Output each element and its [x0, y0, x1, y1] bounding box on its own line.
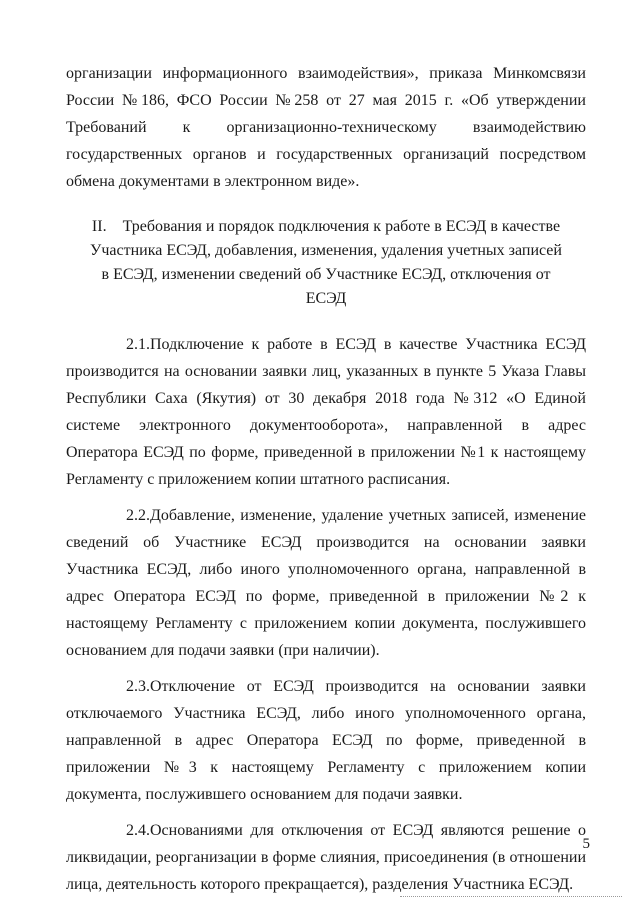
clause-2-2 — [66, 502, 586, 664]
page-number: 5 — [582, 836, 590, 852]
clause-2-4 — [66, 817, 586, 898]
clause-number: 2.1. — [126, 336, 150, 353]
clause-number: 2.3. — [126, 678, 150, 695]
clause-text: Отключение от ЕСЭД производится на основании заявки отключаемого Участника ЕСЭД, либо иного уполномоченного органа, направленной в адрес Оператора ЕСЭД по форме, приведенной в приложении №3 к настоящему Регламенту с приложением копии документа, послужившего основанием для подачи заявки. — [66, 678, 586, 803]
clause-number: 2.2. — [126, 507, 150, 524]
clause-text: Подключение к работе в ЕСЭД в качестве Участника ЕСЭД производится на основании заявки лиц, указанных в пункте 5 Указа Главы Республики Саха (Якутия) от 30 декабря 2018 года №312 «О Единой системе электронного документооборота», направленной в адрес Оператора ЕСЭД по форме, приведенной в приложении №1 к настоящему Регламенту с приложением копии штатного расписания. — [66, 336, 586, 488]
clause-2-1 — [66, 331, 586, 493]
intro-paragraph: организации информационного взаимодействия», приказа Минкомсвязи России №186, ФСО России №258 от 27 мая 2015 г. «Об утверждении Требований к организационно-техническому взаимодействию государственных органов и государственных организаций посредством обмена документами в электронном виде». — [66, 65, 586, 190]
clause-number: 2.4. — [126, 822, 150, 839]
section-heading — [66, 215, 586, 311]
clause-text: Основаниями для отключения от ЕСЭД являются решение о ликвидации, реорганизации в форме слияния, присоединения (в отношении лица, деятельность которого прекращается), разделения Участника ЕСЭД. — [66, 822, 586, 893]
document-body — [66, 60, 586, 898]
clause-text: Добавление, изменение, удаление учетных записей, изменение сведений об Участнике ЕСЭД производится на основании заявки Участника ЕСЭД, либо иного уполномоченного органа, направленной в адрес Оператора ЕСЭД по форме, приведенной в приложении №2 к настоящему Регламенту с приложением копии документа, послужившего основанием для подачи заявки (при наличии). — [66, 507, 586, 659]
section-title: Требования и порядок подключения к работе в ЕСЭД в качестве Участника ЕСЭД, добавления, изменения, удаления учетных записей в ЕСЭД, изменении сведений об Участнике ЕСЭД, отключения от ЕСЭД — [90, 218, 562, 307]
footer-dotted-rule — [400, 896, 622, 897]
clause-2-3 — [66, 673, 586, 808]
section-number: II. — [91, 218, 107, 235]
